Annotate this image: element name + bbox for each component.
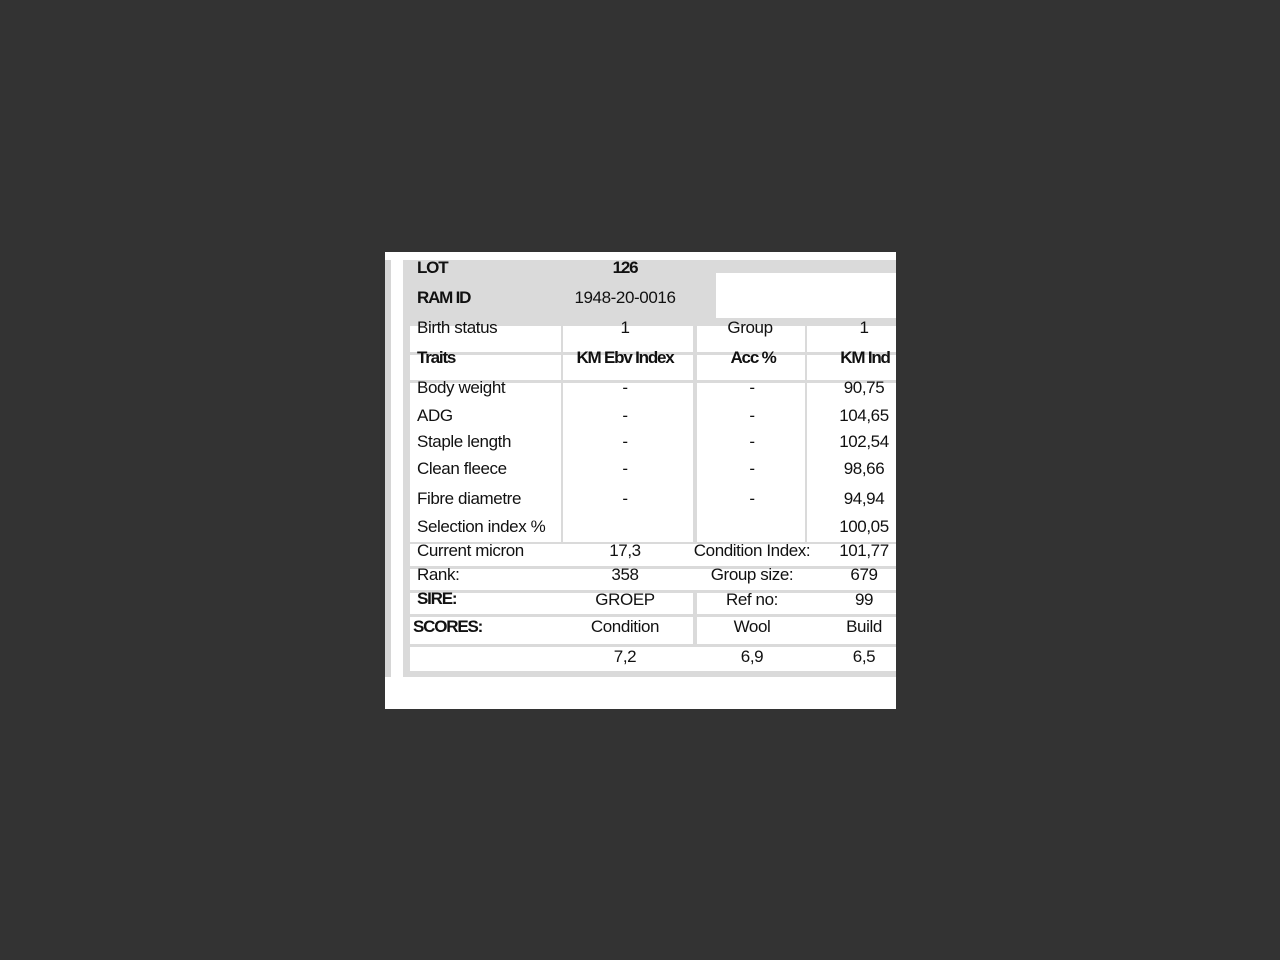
trait-acc: - (749, 459, 755, 478)
scores-label: SCORES: (413, 617, 483, 636)
group-size-value: 679 (850, 565, 878, 584)
ram-id-label: RAM ID (417, 288, 471, 307)
trait-ebv: - (622, 406, 628, 425)
birth-status-label: Birth status (417, 318, 498, 337)
condition-index-value: 101,77 (839, 541, 889, 560)
score-header-condition: Condition (590, 617, 660, 636)
trait-name: Selection index % (417, 517, 546, 536)
trait-ind: 104,65 (839, 406, 889, 425)
rank-value: 358 (611, 565, 639, 584)
trait-name: Body weight (417, 378, 506, 397)
trait-acc: - (749, 489, 755, 508)
acc-header: Acc % (730, 348, 776, 367)
left-border-bar (385, 260, 391, 677)
trait-name: ADG (417, 406, 453, 425)
lot-value: 126 (612, 258, 638, 277)
trait-ind: 100,05 (839, 517, 889, 536)
header-blank-box (716, 273, 896, 318)
trait-ebv: - (622, 378, 628, 397)
trait-ind: 90,75 (843, 378, 885, 397)
ebv-header: KM Ebv Index (576, 348, 674, 367)
score-value-condition: 7,2 (613, 647, 637, 666)
ram-id-value: 1948-20-0016 (574, 288, 676, 307)
group-value: 1 (859, 318, 869, 337)
sire-value: GROEP (595, 590, 655, 609)
trait-name: Staple length (417, 432, 512, 451)
trait-name: Clean fleece (417, 459, 507, 478)
ram-record-card (385, 252, 896, 709)
current-micron-label: Current micron (417, 541, 524, 560)
condition-index-label: Condition Index: (693, 541, 811, 560)
ref-no-value: 99 (854, 590, 874, 609)
trait-ind: 102,54 (839, 432, 889, 451)
score-value-wool: 6,9 (740, 647, 764, 666)
birth-status-value: 1 (620, 318, 630, 337)
trait-ind: 98,66 (843, 459, 885, 478)
traits-header: Traits (417, 348, 456, 367)
score-header-wool: Wool (733, 617, 771, 636)
trait-ebv: - (622, 432, 628, 451)
trait-ebv: - (622, 459, 628, 478)
rank-label: Rank: (417, 565, 460, 584)
trait-name: Fibre diametre (417, 489, 521, 508)
current-micron-value: 17,3 (609, 541, 641, 560)
score-value-build: 6,5 (852, 647, 876, 666)
group-size-label: Group size: (710, 565, 794, 584)
trait-ind: 94,94 (843, 489, 885, 508)
trait-acc: - (749, 378, 755, 397)
ind-header: KM Ind (840, 348, 890, 367)
lot-label: LOT (417, 258, 448, 277)
sire-label: SIRE: (417, 589, 457, 608)
trait-ebv: - (622, 489, 628, 508)
trait-acc: - (749, 432, 755, 451)
score-header-build: Build (846, 617, 882, 636)
group-label: Group (727, 318, 773, 337)
trait-acc: - (749, 406, 755, 425)
ref-no-label: Ref no: (725, 590, 778, 609)
